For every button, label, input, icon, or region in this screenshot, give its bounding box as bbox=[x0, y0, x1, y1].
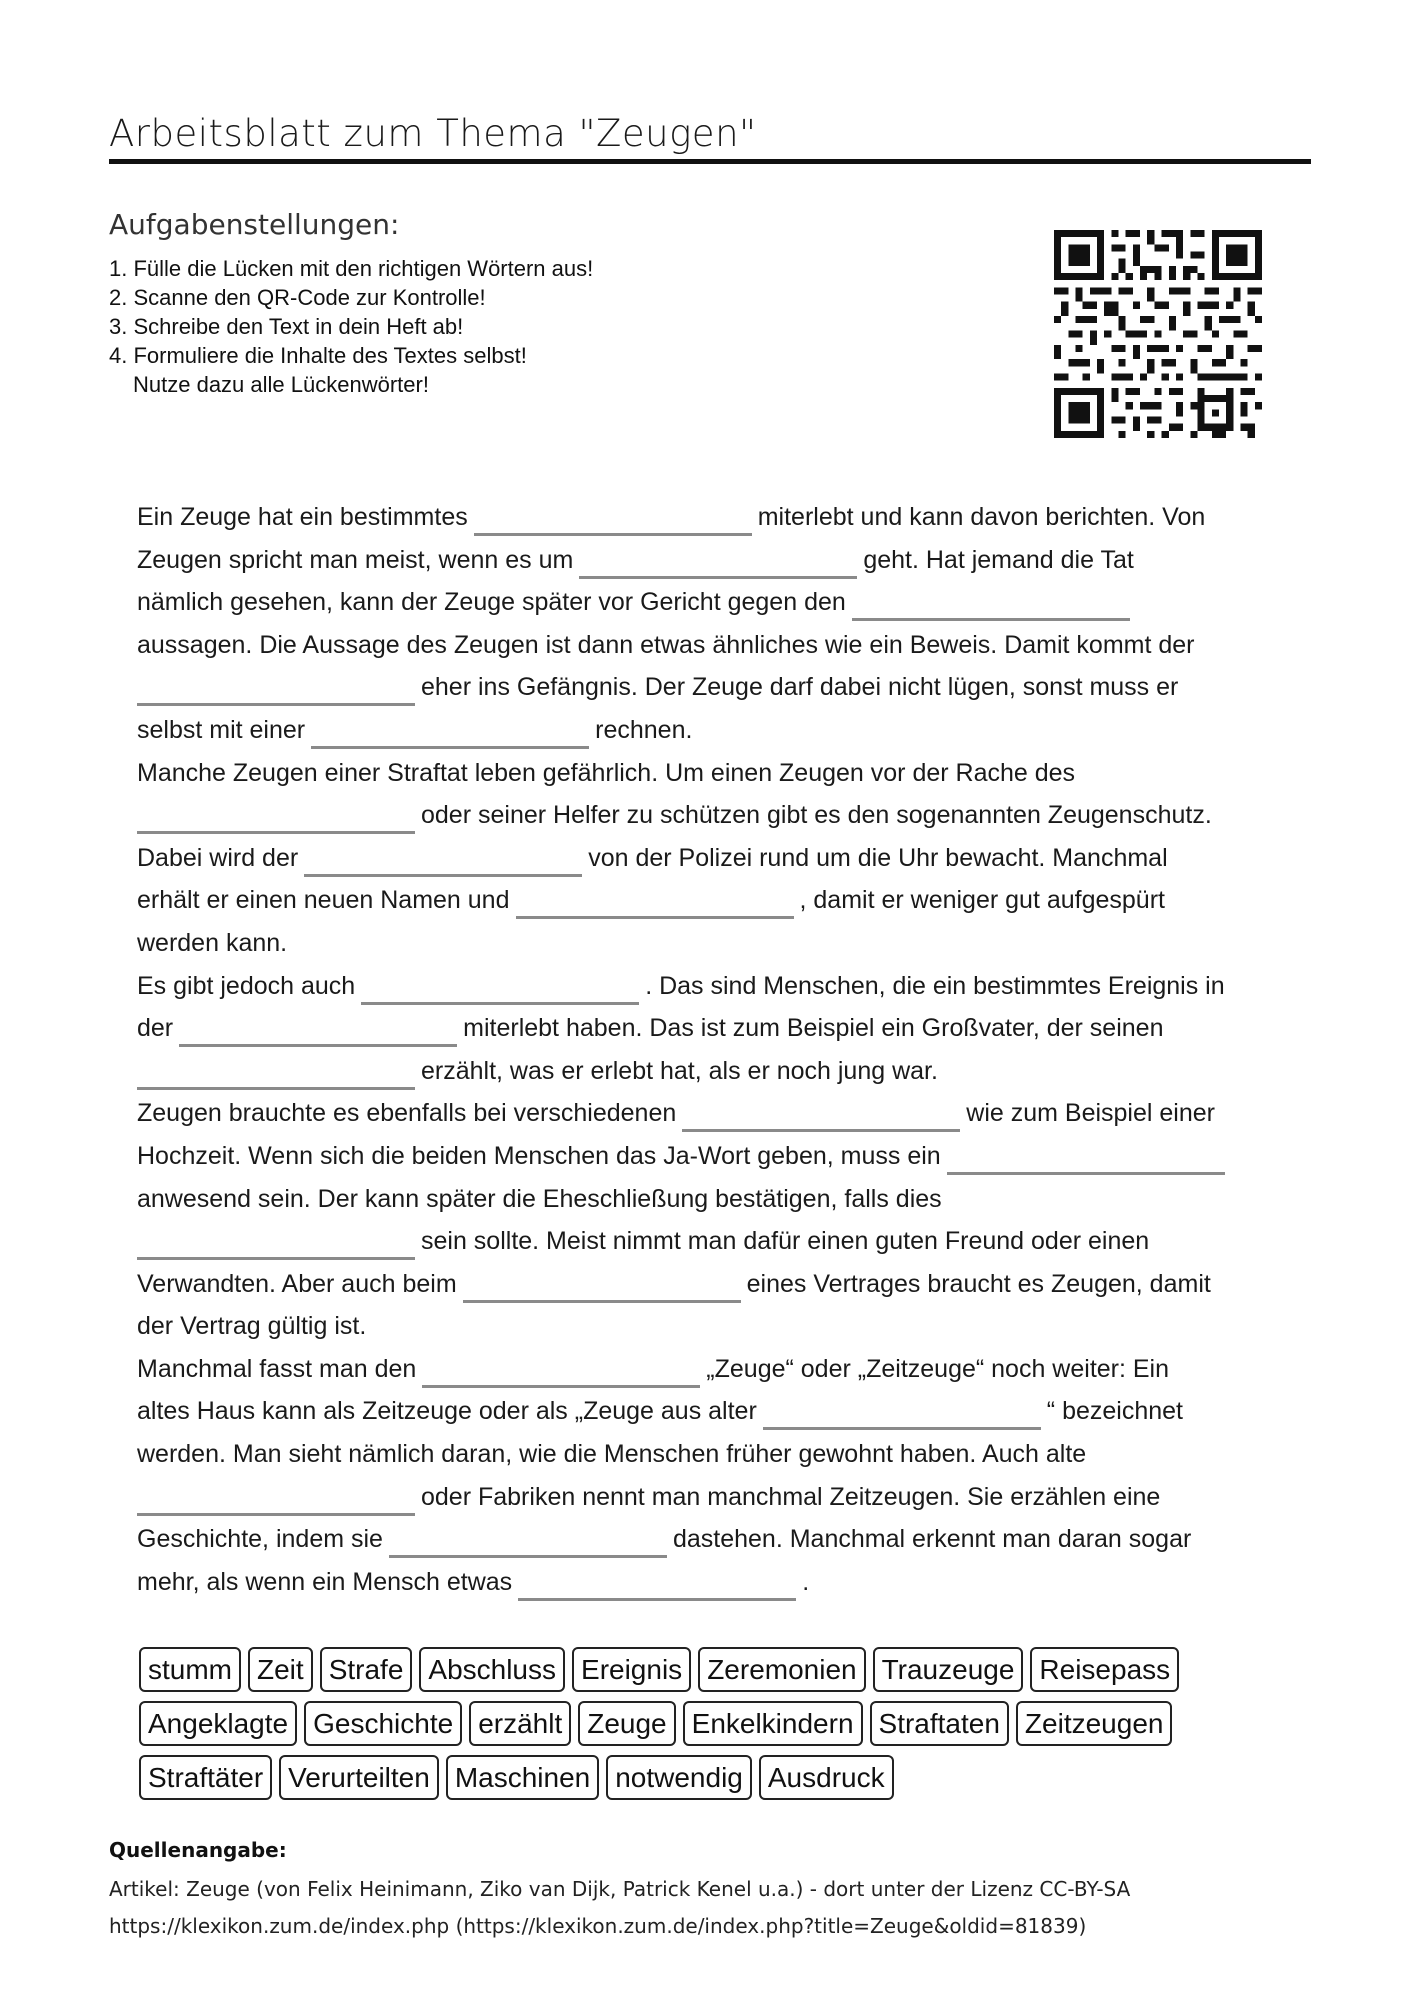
cloze-text-segment: aussagen. Die Aussage des Zeugen ist dann etwas ähnliches wie ein Beweis. Damit kommt der bbox=[137, 630, 1195, 659]
cloze-text-segment: wie zum Beispiel einer bbox=[966, 1099, 1215, 1128]
qr-code-icon[interactable] bbox=[1054, 230, 1262, 438]
cloze-text-segment: geht. Hat jemand die Tat bbox=[863, 545, 1134, 574]
cloze-text-segment: Manchmal fasst man den bbox=[137, 1354, 417, 1383]
word-chip[interactable]: Strafe bbox=[320, 1647, 413, 1692]
blank[interactable] bbox=[389, 1518, 667, 1561]
word-chip[interactable]: Enkelkindern bbox=[683, 1701, 863, 1746]
cloze-text-segment: der Vertrag gültig ist. bbox=[137, 1312, 367, 1341]
word-chip[interactable]: Zeitzeugen bbox=[1016, 1701, 1173, 1746]
cloze-line bbox=[137, 1518, 1287, 1561]
cloze-text-segment: eher ins Gefängnis. Der Zeuge darf dabei nicht lügen, sonst muss er bbox=[421, 673, 1179, 702]
source-url[interactable]: https://klexikon.zum.de/index.php (https://klexikon.zum.de/index.php?title=Zeuge&oldid=81839) bbox=[109, 1914, 1087, 1938]
cloze-text-segment: altes Haus kann als Zeitzeuge oder als „Zeuge aus alter bbox=[137, 1397, 757, 1426]
word-chip[interactable]: Maschinen bbox=[446, 1755, 599, 1800]
task-item-3: 3. Schreibe den Text in dein Heft ab! bbox=[109, 314, 464, 339]
cloze-line bbox=[137, 624, 1287, 667]
cloze-text-segment: dastehen. Manchmal erkennt man daran sogar bbox=[672, 1525, 1192, 1554]
word-chip[interactable]: Angeklagte bbox=[139, 1701, 297, 1746]
cloze-text-segment: werden. Man sieht nämlich daran, wie die Menschen früher gewohnt haben. Auch alte bbox=[137, 1440, 1087, 1469]
cloze-line bbox=[137, 709, 1287, 752]
blank[interactable] bbox=[361, 965, 639, 1008]
word-chip[interactable]: Verurteilten bbox=[279, 1755, 439, 1800]
word-chip[interactable]: Ereignis bbox=[572, 1647, 691, 1692]
cloze-line bbox=[137, 1348, 1287, 1391]
blank[interactable] bbox=[179, 1007, 457, 1050]
task-item-4-text: 4. Formuliere die Inhalte des Textes selbst! bbox=[109, 343, 527, 368]
word-chip[interactable]: erzählt bbox=[469, 1701, 571, 1746]
cloze-text-segment: , damit er weniger gut aufgespürt bbox=[799, 886, 1165, 915]
word-bank-row bbox=[139, 1647, 1279, 1692]
cloze-line bbox=[137, 1050, 1287, 1093]
cloze-text-segment: Es gibt jedoch auch bbox=[137, 971, 356, 1000]
word-chip[interactable]: notwendig bbox=[606, 1755, 752, 1800]
cloze-text-segment: . Das sind Menschen, die ein bestimmtes Ereignis in bbox=[645, 971, 1225, 1000]
blank[interactable] bbox=[579, 539, 857, 582]
cloze-text-segment: sein sollte. Meist nimmt man dafür einen guten Freund oder einen bbox=[421, 1227, 1150, 1256]
blank[interactable] bbox=[137, 666, 415, 709]
worksheet-title: Arbeitsblatt zum Thema "Zeugen" bbox=[109, 112, 757, 155]
cloze-line bbox=[137, 539, 1287, 582]
cloze-text-segment: „Zeuge“ oder „Zeitzeuge“ noch weiter: Ein bbox=[706, 1354, 1170, 1383]
word-chip[interactable]: Reisepass bbox=[1030, 1647, 1179, 1692]
cloze-text-segment: mehr, als wenn ein Mensch etwas bbox=[137, 1567, 513, 1596]
cloze-text-segment: nämlich gesehen, kann der Zeuge später vor Gericht gegen den bbox=[137, 588, 846, 617]
word-chip[interactable]: Straftaten bbox=[870, 1701, 1009, 1746]
cloze-text-segment: miterlebt und kann davon berichten. Von bbox=[757, 503, 1206, 531]
source-article: Artikel: Zeuge (von Felix Heinimann, Ziko van Dijk, Patrick Kenel u.a.) - dort unter der Lizenz CC-BY-SA bbox=[109, 1877, 1131, 1901]
cloze-line bbox=[137, 1092, 1287, 1135]
cloze-line bbox=[137, 1220, 1287, 1263]
cloze-line bbox=[137, 1476, 1287, 1519]
tasks-heading: Aufgabenstellungen: bbox=[109, 208, 400, 241]
word-chip[interactable]: Zeuge bbox=[578, 1701, 675, 1746]
cloze-text-segment: selbst mit einer bbox=[137, 715, 306, 744]
cloze-text-segment: von der Polizei rund um die Uhr bewacht. Manchmal bbox=[588, 843, 1168, 872]
blank[interactable] bbox=[516, 879, 794, 922]
blank[interactable] bbox=[304, 837, 582, 880]
source-heading: Quellenangabe: bbox=[109, 1838, 287, 1862]
cloze-text-segment: erhält er einen neuen Namen und bbox=[137, 886, 510, 915]
task-item-1: 1. Fülle die Lücken mit den richtigen Wörtern aus! bbox=[109, 256, 594, 281]
word-chip[interactable]: Geschichte bbox=[304, 1701, 462, 1746]
cloze-text-segment: Hochzeit. Wenn sich die beiden Menschen das Ja-Wort geben, muss ein bbox=[137, 1141, 941, 1170]
word-bank bbox=[139, 1647, 1279, 1809]
blank[interactable] bbox=[947, 1135, 1225, 1178]
cloze-text-segment: erzählt, was er erlebt hat, als er noch jung war. bbox=[421, 1056, 938, 1085]
cloze-line bbox=[137, 752, 1287, 795]
cloze-text-segment: rechnen. bbox=[595, 715, 693, 744]
cloze-text-segment: Manche Zeugen einer Straftat leben gefährlich. Um einen Zeugen vor der Rache des bbox=[137, 758, 1076, 787]
cloze-line bbox=[137, 879, 1287, 922]
word-chip[interactable]: Trauzeuge bbox=[873, 1647, 1024, 1692]
blank[interactable] bbox=[137, 1050, 415, 1093]
cloze-text-segment: werden kann. bbox=[137, 928, 288, 957]
cloze-text-segment: oder seiner Helfer zu schützen gibt es den sogenannten Zeugenschutz. bbox=[421, 801, 1212, 830]
blank[interactable] bbox=[682, 1092, 960, 1135]
cloze-text-segment: Dabei wird der bbox=[137, 843, 299, 872]
cloze-line bbox=[137, 666, 1287, 709]
cloze-line bbox=[137, 1390, 1287, 1433]
blank[interactable] bbox=[311, 709, 589, 752]
cloze-line bbox=[137, 1135, 1287, 1178]
cloze-line bbox=[137, 1305, 1287, 1348]
word-chip[interactable]: Zeit bbox=[248, 1647, 313, 1692]
blank[interactable] bbox=[137, 1476, 415, 1519]
cloze-line bbox=[137, 1178, 1287, 1221]
cloze-line bbox=[137, 837, 1287, 880]
cloze-text bbox=[137, 496, 1287, 1603]
cloze-line bbox=[137, 581, 1287, 624]
cloze-line bbox=[137, 1263, 1287, 1306]
cloze-text-segment: der bbox=[137, 1014, 174, 1043]
cloze-text-segment: Geschichte, indem sie bbox=[137, 1525, 383, 1554]
cloze-line bbox=[137, 794, 1287, 837]
title-underline bbox=[109, 159, 1311, 164]
cloze-text-segment: . bbox=[802, 1567, 810, 1596]
cloze-line bbox=[137, 496, 1287, 539]
cloze-text-segment: miterlebt haben. Das ist zum Beispiel ein Großvater, der seinen bbox=[463, 1014, 1164, 1043]
word-bank-row bbox=[139, 1701, 1279, 1746]
cloze-text-segment: Verwandten. Aber auch beim bbox=[137, 1269, 457, 1298]
task-item-4-continuation: Nutze dazu alle Lückenwörter! bbox=[133, 372, 429, 397]
word-chip[interactable]: Straftäter bbox=[139, 1755, 272, 1800]
cloze-text-segment: Ein Zeuge hat ein bestimmtes bbox=[137, 503, 468, 531]
task-item-4 bbox=[109, 341, 593, 399]
blank[interactable] bbox=[763, 1390, 1041, 1433]
blank[interactable] bbox=[422, 1348, 700, 1391]
blank[interactable] bbox=[474, 496, 752, 539]
task-item-2: 2. Scanne den QR-Code zur Kontrolle! bbox=[109, 285, 486, 310]
cloze-text-segment: “ bezeichnet bbox=[1046, 1397, 1183, 1426]
cloze-line bbox=[137, 965, 1287, 1008]
word-chip[interactable]: Abschluss bbox=[419, 1647, 565, 1692]
cloze-line bbox=[137, 1433, 1287, 1476]
blank[interactable] bbox=[518, 1561, 796, 1604]
cloze-text-segment: oder Fabriken nennt man manchmal Zeitzeugen. Sie erzählen eine bbox=[421, 1482, 1161, 1511]
word-chip[interactable]: Zeremonien bbox=[698, 1647, 865, 1692]
cloze-line bbox=[137, 922, 1287, 965]
cloze-text-segment: anwesend sein. Der kann später die Eheschließung bestätigen, falls dies bbox=[137, 1184, 942, 1213]
blank[interactable] bbox=[463, 1263, 741, 1306]
word-chip[interactable]: stumm bbox=[139, 1647, 241, 1692]
cloze-text-segment: Zeugen brauchte es ebenfalls bei verschiedenen bbox=[137, 1099, 677, 1128]
word-chip[interactable]: Ausdruck bbox=[759, 1755, 894, 1800]
blank[interactable] bbox=[137, 1220, 415, 1263]
cloze-text-segment: eines Vertrages braucht es Zeugen, damit bbox=[746, 1269, 1211, 1298]
blank[interactable] bbox=[137, 794, 415, 837]
word-bank-row bbox=[139, 1755, 1279, 1800]
task-list bbox=[109, 254, 593, 399]
blank[interactable] bbox=[852, 581, 1130, 624]
cloze-line bbox=[137, 1561, 1287, 1604]
cloze-line bbox=[137, 1007, 1287, 1050]
cloze-text-segment: Zeugen spricht man meist, wenn es um bbox=[137, 545, 574, 574]
